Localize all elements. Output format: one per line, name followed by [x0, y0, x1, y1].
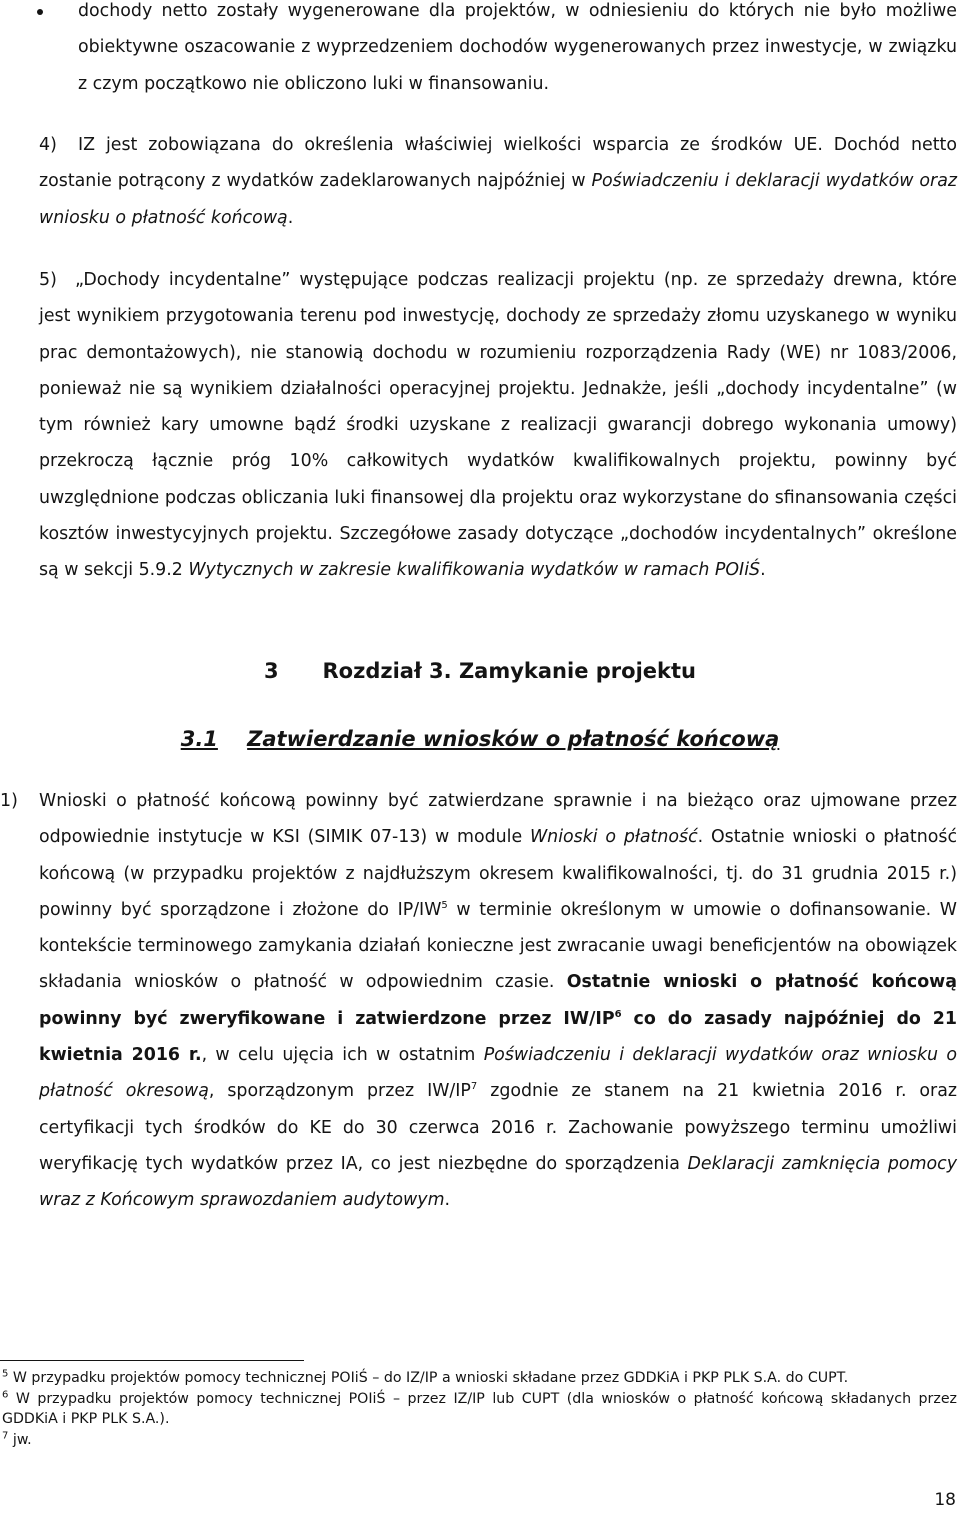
footnote-5: $^5$ W przypadku projektów pomocy technicznej POIiŚ – do IZ/IP a wnioski składane przez GDDKiA i PKP PLK S.A. do CUPT. [2, 1368, 849, 1386]
bullet-icon [37, 9, 43, 15]
footnote-6: $^6$ W przypadku projektów pomocy technicznej POIiŚ – przez IZ/IP lub CUPT (dla wniosków o płatność końcową składanych przez GDDKiA i PKP PLK S.A.). [2, 1389, 957, 1427]
footnote-separator [0, 1360, 304, 1361]
footnote-7: $^7$ jw. [2, 1430, 32, 1448]
page-number: 18 [934, 1490, 956, 1510]
section-heading [0, 724, 960, 754]
list-number: 1) [0, 791, 18, 811]
list-number: 5) [39, 270, 57, 290]
section-number: 3.1 [180, 727, 218, 751]
bullet-item-text: dochody netto zostały wygenerowane dla projektów, w odniesieniu do których nie było możliwe obiektywne oszacowanie z wyprzedzeniem dochodów wygenerowanych przez inwestycje, w związku z czym początkowo nie obliczono luki w finansowaniu. [78, 1, 957, 94]
list-item-text: Wnioski o płatność końcową powinny być zatwierdzane sprawnie i na bieżąco oraz ujmowane przez odpowiednie instytucje w KSI (SIMIK 07-13) w module Wnioski o płatność. Ostatnie wnioski o płatność końcową (w przypadku projektów z najdłuższym okresem kwalifikowalności, tj. do 31 grudnia 2015 r.) powinny być sporządzone i złożone do $IP/IW^5$ w terminie określonym w umowie o dofinansowanie. W kontekście terminowego zamykania działań konieczne jest zwracanie uwagi beneficjentów na obowiązek składania wniosków o płatność w odpowiednim czasie. Ostatnie wnioski o płatność końcową powinny być zweryfikowane i zatwierdzone przez $IW/IP^6$ co do zasady najpóźniej do 21 kwietnia 2016 r., w celu ujęcia ich w ostatnim Poświadczeniu i deklaracji wydatków oraz wniosku o płatność okresową, sporządzonym przez $IW/IP^7$ zgodnie ze stanem na 21 kwietnia 2016 r. oraz certyfikacji tych środków do KE do 30 czerwca 2016 r. Zachowanie powyższego terminu umożliwi weryfikację tych wydatków przez IA, co jest niezbędne do sporządzenia Deklaracji zamknięcia pomocy wraz z Końcowym sprawozdaniem audytowym. [39, 791, 958, 1211]
chapter-heading: 3 Rozdział 3. Zamykanie projektu [264, 659, 696, 683]
list-item-text: IZ jest zobowiązana do określenia właściwiej wielkości wsparcia ze środków UE. Dochód netto zostanie potrącony z wydatków zadeklarowanych najpóźniej w Poświadczeniu i deklaracji wydatków oraz wniosku o płatność końcową. [39, 135, 957, 228]
list-number: 4) [39, 135, 57, 155]
section-title: Zatwierdzanie wniosków o płatność końcową [247, 727, 780, 751]
list-item-text: „Dochody incydentalne” występujące podczas realizacji projektu (np. ze sprzedaży drewna, które jest wynikiem przygotowania terenu pod inwestycję, dochody ze sprzedaży złomu uzyskanego w wyniku prac demontażowych), nie stanowią dochodu w rozumieniu rozporządzenia Rady (WE) nr 1083/2006, ponieważ nie są wynikiem działalności operacyjnej projektu. Jednakże, jeśli „dochody incydentalne” (w tym również kary umowne bądź środki uzyskane z realizacji gwarancji dobrego wykonania umowy) przekroczą łącznie próg 10% całkowitych wydatków kwalifikowalnych projektu, powinny być uwzględnione podczas obliczania luki finansowej dla projektu oraz wykorzystane do sfinansowania części kosztów inwestycyjnych projektu. Szczegółowe zasady dotyczące „dochodów incydentalnych” określone są w sekcji 5.9.2 Wytycznych w zakresie kwalifikowania wydatków w ramach POIiŚ. [39, 270, 957, 581]
